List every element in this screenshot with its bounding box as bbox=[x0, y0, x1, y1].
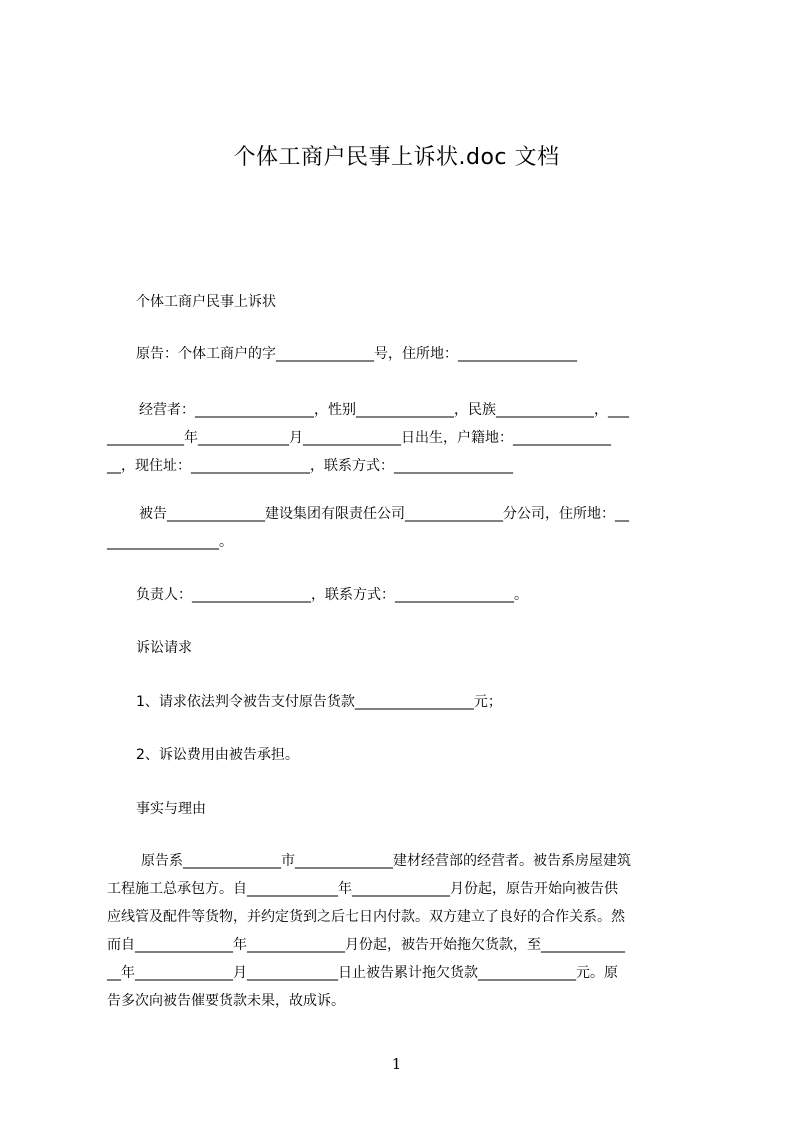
text: ，联系方式： bbox=[311, 587, 395, 603]
text: 元； bbox=[473, 694, 502, 710]
claim-2-line: 2、诉讼费用由被告承担。 bbox=[136, 747, 299, 763]
claim-1 bbox=[136, 688, 730, 716]
text: 被告 bbox=[139, 506, 167, 522]
blank: _________________ bbox=[394, 458, 513, 474]
text: 原告：个体工商户的字 bbox=[136, 346, 276, 362]
blank: ______________ bbox=[405, 506, 503, 522]
facts-line-3 bbox=[107, 903, 701, 931]
text: 建设集团有限责任公司 bbox=[265, 506, 405, 522]
text: ，民族 bbox=[454, 402, 496, 418]
blank: ____________ bbox=[541, 937, 625, 953]
facts-line-4 bbox=[107, 931, 701, 959]
text: 告多次向被告催要货款未果，故成诉。 bbox=[107, 993, 345, 1009]
document-title: 个体工商户民事上诉状.doc 文档 bbox=[233, 145, 560, 170]
text: 原告系 bbox=[141, 853, 183, 869]
text: 市 bbox=[281, 853, 295, 869]
operator-line-3 bbox=[107, 452, 701, 480]
facts-line-6 bbox=[107, 987, 701, 1015]
text: 1、请求依法判令被告支付原告货款 bbox=[136, 694, 355, 710]
blank: _________________ bbox=[191, 458, 310, 474]
text: ，性别 bbox=[314, 402, 356, 418]
text: ，联系方式： bbox=[310, 458, 394, 474]
blank: ______________ bbox=[352, 881, 450, 897]
blank: ___________ bbox=[107, 430, 184, 446]
plaintiff-line bbox=[136, 340, 730, 368]
claim-2 bbox=[136, 741, 730, 769]
text: ，现住址： bbox=[121, 458, 191, 474]
operator-line-2 bbox=[107, 424, 701, 452]
text: 建材经营部的经营者。被告系房屋建筑 bbox=[393, 853, 631, 869]
text: 。 bbox=[514, 587, 528, 603]
blank: _____________ bbox=[198, 430, 289, 446]
claims-heading bbox=[136, 634, 730, 662]
text: 月 bbox=[233, 965, 247, 981]
claim-1-line bbox=[136, 688, 730, 716]
claims-heading-text: 诉讼请求 bbox=[136, 640, 192, 656]
contact-line bbox=[136, 581, 730, 609]
facts-line-1 bbox=[107, 847, 701, 875]
blank: ______________ bbox=[303, 430, 401, 446]
operator-paragraph bbox=[107, 396, 701, 480]
blank: ______________ bbox=[295, 853, 393, 869]
text: 年 bbox=[338, 881, 352, 897]
defendant-line-2 bbox=[107, 528, 701, 556]
operator-line-1 bbox=[107, 396, 701, 424]
text: 号，住所地： bbox=[374, 346, 458, 362]
text: 月份起，原告开始向被告供 bbox=[450, 881, 618, 897]
blank: _________________ bbox=[395, 587, 514, 603]
blank: ______________ bbox=[135, 965, 233, 981]
text: 负责人： bbox=[136, 587, 192, 603]
page-number: 1 bbox=[391, 1055, 402, 1073]
blank: ______________ bbox=[247, 937, 345, 953]
text: 日出生，户籍地： bbox=[401, 430, 513, 446]
heading-text: 个体工商户民事上诉状 bbox=[136, 294, 276, 310]
defendant-paragraph bbox=[107, 500, 701, 556]
blank: __ bbox=[107, 458, 121, 474]
facts-heading bbox=[136, 795, 730, 823]
text: 经营者： bbox=[139, 402, 195, 418]
facts-paragraph bbox=[107, 847, 701, 1015]
blank: _________________ bbox=[458, 346, 577, 362]
blank: ________________ bbox=[107, 534, 219, 550]
blank: _____________ bbox=[247, 965, 338, 981]
heading bbox=[136, 288, 730, 316]
plaintiff-paragraph bbox=[136, 340, 730, 368]
text: 应线管及配件等货物，并约定货到之后七日内付款。双方建立了良好的合作关系。然 bbox=[107, 909, 625, 925]
blank: _____________ bbox=[247, 881, 338, 897]
facts-heading-text: 事实与理由 bbox=[136, 801, 206, 817]
blank: _________________ bbox=[192, 587, 311, 603]
text: 工程施工总承包方。自 bbox=[107, 881, 247, 897]
text: 而自 bbox=[107, 937, 135, 953]
text: 年 bbox=[233, 937, 247, 953]
blank: ______________ bbox=[496, 402, 594, 418]
text: 月 bbox=[289, 430, 303, 446]
blank: _________________ bbox=[195, 402, 314, 418]
text: 元。原 bbox=[576, 965, 618, 981]
blank: ______________ bbox=[513, 430, 611, 446]
facts-line-2 bbox=[107, 875, 701, 903]
defendant-line-1 bbox=[107, 500, 701, 528]
text: ，___ bbox=[594, 402, 629, 418]
text: 年 bbox=[184, 430, 198, 446]
blank: __ bbox=[107, 965, 121, 981]
blank: ______________ bbox=[356, 402, 454, 418]
text: 日止被告累计拖欠货款 bbox=[338, 965, 478, 981]
blank: ______________ bbox=[478, 965, 576, 981]
text: 年 bbox=[121, 965, 135, 981]
text: 分公司，住所地：__ bbox=[503, 506, 629, 522]
blank: ______________ bbox=[135, 937, 233, 953]
blank: _________________ bbox=[354, 694, 474, 710]
text: 月份起，被告开始拖欠货款，至 bbox=[345, 937, 541, 953]
text: 。 bbox=[219, 534, 233, 550]
facts-line-5 bbox=[107, 959, 701, 987]
blank: ______________ bbox=[167, 506, 265, 522]
blank: ______________ bbox=[183, 853, 281, 869]
blank: ______________ bbox=[276, 346, 374, 362]
contact-paragraph bbox=[136, 581, 730, 609]
